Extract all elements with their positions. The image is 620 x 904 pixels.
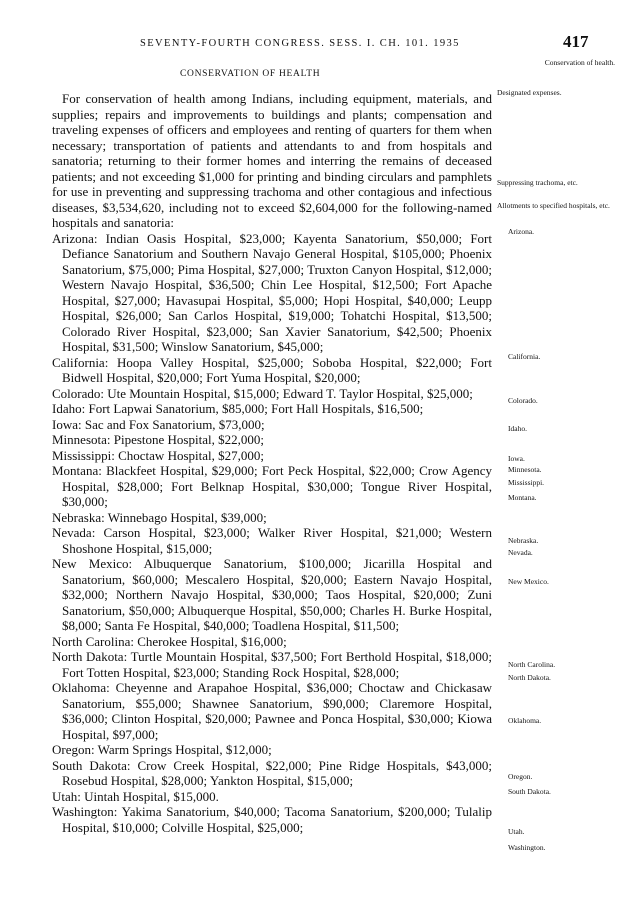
state-paragraph-nebraska: Nebraska: Winnebago Hospital, $39,000;: [52, 509, 267, 525]
main-text: [52, 91, 492, 835]
state-paragraph-north-dakota: North Dakota: Turtle Mountain Hospital, $37,500; Fort Berthold Hospital, $18,000; Fort Totten Hospital, $23,000; Standing Rock Hospital, $28,000;: [52, 649, 492, 680]
state-paragraph-north-carolina: North Carolina: Cherokee Hospital, $16,000;: [52, 633, 287, 649]
state-paragraph-arizona: Arizona: Indian Oasis Hospital, $23,000; Kayenta Sanatorium, $50,000; Fort Defiance Sanatorium and Southern Navajo General Hospital, $105,000; Phoenix Sanatorium, $75,000; Pima Hospital, $27,000; Truxton Canyon Hospital, $12,000; Western Navajo Hospital, $36,500; Chin Lee Hospital, $12,500; Fort Apache Hospital, $27,000; Havasupai Hospital, $5,000; Hopi Hospital, $40,000; Leupp Hospital, $26,000; San Carlos Hospital, $19,000; Tohatchi Hospital, $13,500; Colorado River Hospital, $23,000; San Xavier Sanatorium, $42,500; Phoenix Hospital, $31,500; Winslow Sanatorium, $45,000;: [52, 230, 492, 354]
page-number: 417: [563, 32, 589, 51]
margin-note-nevada: Nevada.: [508, 548, 533, 557]
margin-note-iowa: Iowa.: [508, 454, 525, 463]
margin-note-designated-expenses: Designated expenses.: [497, 88, 562, 97]
state-paragraph-utah: Utah: Uintah Hospital, $15,000.: [52, 788, 219, 804]
state-paragraph-minnesota: Minnesota: Pipestone Hospital, $22,000;: [52, 432, 264, 447]
state-paragraph-oklahoma: Oklahoma: Cheyenne and Arapahoe Hospital, $36,000; Choctaw and Chickasaw Sanatorium, $55,000; Shawnee Sanatorium, $90,000; Claremore Hospital, $36,000; Clinton Hospital, $20,000; Pawnee and Ponca Hospital, $30,000; Kiowa Hospital, $97,000;: [52, 680, 492, 742]
section-title: CONSERVATION OF HEALTH: [180, 69, 321, 79]
margin-note-nebraska: Nebraska.: [508, 536, 539, 545]
margin-note-allotments: Allotments to specified hospitals, etc.: [497, 201, 610, 210]
state-paragraph-iowa: Iowa: Sac and Fox Sanatorium, $73,000;: [52, 416, 265, 432]
state-paragraph-oregon: Oregon: Warm Springs Hospital, $12,000;: [52, 742, 272, 757]
state-paragraph-idaho: Idaho: Fort Lapwai Sanatorium, $85,000; Fort Hall Hospitals, $16,500;: [52, 401, 424, 416]
margin-note-minnesota: Minnesota.: [508, 465, 542, 474]
margin-note-washington: Washington.: [508, 843, 546, 852]
margin-note-south-dakota: South Dakota.: [508, 787, 551, 796]
intro-paragraph: For conservation of health among Indians, including equipment, materials, and supplies; repairs and improvements to buildings and plants; compensation and traveling expenses of officers and employees and renting of quarters for them when necessary; transportation of patients and attendants to and from hospitals and sanatoria; returning to their former homes and interring the remains of deceased patients; and not exceeding $1,000 for printing and binding circulars and pamphlets for use in preventing and suppressing trachoma and other contagious and infectious diseases, $3,534,620, including not to exceed $2,604,000 for the following-named hospitals and sanatoria:: [52, 91, 492, 230]
state-paragraph-washington: Washington: Yakima Sanatorium, $40,000; Tacoma Sanatorium, $200,000; Tulalip Hospital, $10,000; Colville Hospital, $25,000;: [52, 804, 492, 835]
state-paragraph-nevada: Nevada: Carson Hospital, $23,000; Walker River Hospital, $21,000; Western Shoshone Hospital, $15,000;: [52, 525, 492, 556]
margin-note-north-dakota: North Dakota.: [508, 673, 551, 682]
state-paragraph-montana: Montana: Blackfeet Hospital, $29,000; Fort Peck Hospital, $22,000; Crow Agency Hospital, $28,000; Fort Belknap Hospital, $30,000; Tongue River Hospital, $30,000;: [52, 463, 492, 509]
state-paragraph-new-mexico: New Mexico: Albuquerque Sanatorium, $100,000; Jicarilla Hospital and Sanatorium, $60,000; Mescalero Hospital, $20,000; Eastern Navajo Hospital, $32,000; Northern Navajo Hospital, $30,000; Taos Hospital, $20,000; Zuni Sanatorium, $50,000; Albuquerque Hospital, $50,000; Charles H. Burke Hospital, $8,000; Santa Fe Hospital, $40,000; Toadlena Hospital, $11,500;: [52, 556, 492, 633]
margin-note-trachoma: Suppressing trachoma, etc.: [497, 178, 578, 187]
margin-note-arizona: Arizona.: [508, 227, 535, 236]
margin-note-conservation: Conservation of health.: [544, 58, 615, 67]
state-paragraph-south-dakota: South Dakota: Crow Creek Hospital, $22,000; Pine Ridge Hospitals, $43,000; Rosebud Hospital, $28,000; Yankton Hospital, $15,000;: [52, 757, 492, 788]
margin-note-colorado: Colorado.: [508, 396, 538, 405]
page-header: [0, 34, 620, 54]
margin-note-california: California.: [508, 352, 541, 361]
margin-note-idaho: Idaho.: [508, 424, 527, 433]
margin-note-montana: Montana.: [508, 493, 537, 502]
margin-note-new-mexico: New Mexico.: [508, 577, 549, 586]
running-head: SEVENTY-FOURTH CONGRESS. SESS. I. CH. 101. 1935: [140, 38, 460, 49]
state-paragraph-mississippi: Mississippi: Choctaw Hospital, $27,000;: [52, 447, 264, 463]
margin-note-mississippi: Mississippi.: [508, 478, 545, 487]
margin-note-oregon: Oregon.: [508, 772, 533, 781]
margin-note-north-carolina: North Carolina.: [508, 660, 556, 669]
margin-note-utah: Utah.: [508, 827, 525, 836]
margin-note-oklahoma: Oklahoma.: [508, 716, 542, 725]
state-paragraph-colorado: Colorado: Ute Mountain Hospital, $15,000; Edward T. Taylor Hospital, $25,000;: [52, 385, 473, 401]
state-paragraph-california: California: Hoopa Valley Hospital, $25,000; Soboba Hospital, $22,000; Fort Bidwell Hospital, $20,000; Fort Yuma Hospital, $20,000;: [52, 354, 492, 385]
